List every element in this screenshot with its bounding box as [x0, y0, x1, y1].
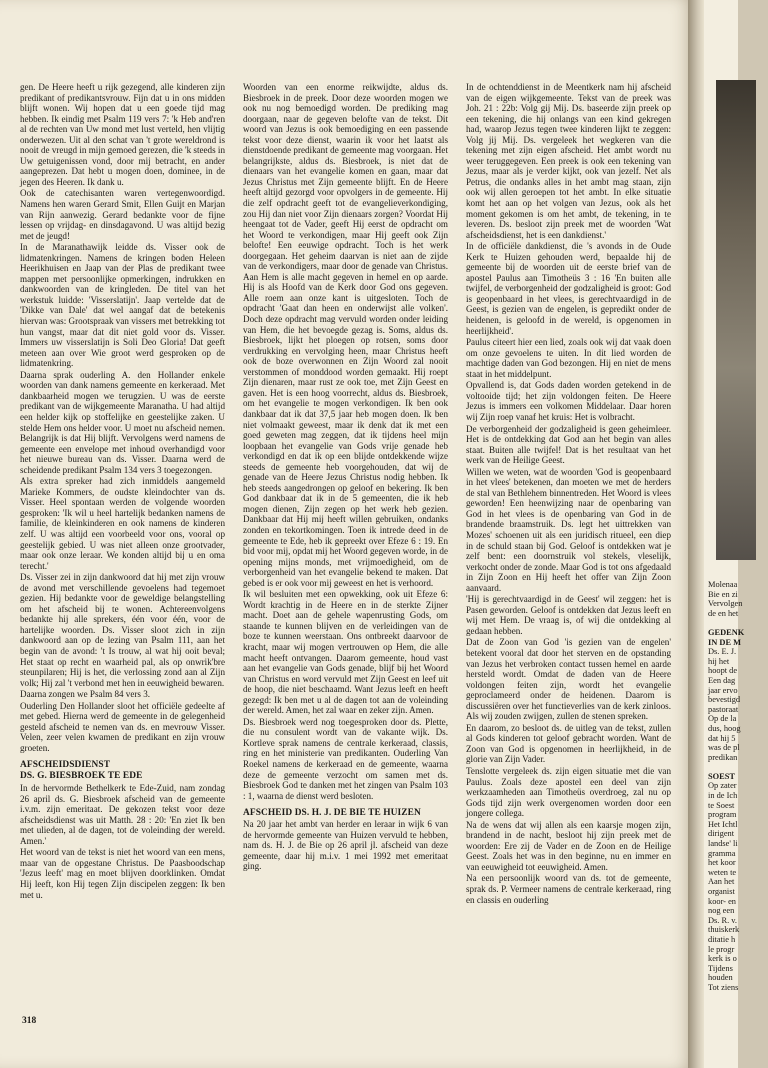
paragraph: In de ochtenddienst in de Meentkerk nam hij afscheid van de eigen wijkgemeente. Tekst van de preek was Joh. 21 : 22b: Volg gij Mij. Ds. baseerde zijn preek op een tekening, die hij onlangs van een kind gekregen had, waarop Jezus tegen twee kinderen lijkt te zeggen: Volg jij Mij. Ds. vergeleek het wegkeren van die tekening met zijn eigen afscheid. Het ambt wordt nu weer teruggegeven. Een preek is ook een tekening van Jezus, maar als je verder kijkt, ook van jezelf. Net als Petrus, die ondanks alles in het ambt mag staan, zijn ook wij allen geroepen tot het ambt. In elke situatie komt het aan op het volgen van Jezus, ook als het moment gekomen is om het ambt, de tekening, in te leveren. Ds. besloot zijn preek met de woorden 'Wat afscheidsdienst, het is een dankdienst.'	[466, 82, 671, 240]
facing-page-line: dus, hoog	[708, 723, 741, 733]
paragraph: 'Hij is gerechtvaardigd in de Geest' wil zeggen: het is Pasen geworden. Geloof is ontdekken dat Jezus leeft en wij met Hem. De vraag is, of wij die ontdekking al gedaan hebben.	[466, 594, 671, 636]
facing-page-line: program	[708, 810, 737, 820]
facing-page-line: de en het	[708, 608, 739, 618]
book-gutter	[688, 0, 704, 1068]
paragraph: Daarna sprak ouderling A. den Hollander enkele woorden van dank namens gemeente en kerkeraad. Met dankbaarheid mogen we terugzien. U was de eerste predikant van de wijkgemeente Maranatha. U had altijd een helder kijk op stoffelijke en geestelijke zaken. U stelde Hem ons helder voor. U moet nu afscheid nemen. Belangrijk is dat Hij blijft. Vervolgens werd namens de gemeente een envelope met inhoud overhandigd voor het nieuwe bureau van ds. Visser. Daarna werd de scheidende predikant Psalm 134 vers 3 toegezongen.	[20, 369, 225, 475]
facing-page-line: jaar ervo	[708, 685, 738, 695]
paragraph: In de Maranathawijk leidde ds. Visser ook de lidmatenkringen. Namens de kringen boden Heleen Heerikhuisen en Jaap van der Plas de predikant twee mappen met persoonlijke opmerkingen, indrukken en dankwoorden van de kringleden. De titel van het werkstuk luidde: 'Visserslatijn'. Jaap vertelde dat de 'Dikke van Dale' dat wel aangaf dat de betekenis hiervan was: Grootspraak van vissers met betrekking tot hun vangst, maar dat dit niet gold voor ds. Visser. Immers uw visserslatijn is Soli Deo Gloria! Dat geeft meteen aan over Wie groot werd gesproken op de lidmatenkring.	[20, 242, 225, 369]
facing-page-line: te Soest	[708, 800, 735, 810]
paragraph: Na 20 jaar het ambt van herder en leraar in wijk 6 van de hervormde gemeente van Huizen vervuld te hebben, nam ds. H. J. de Bie op 26 april jl. afscheid van deze gemeente, daar hij m.i.v. 1 mei 1992 met emeritaat ging.	[243, 818, 448, 872]
facing-page-line: kerk is o	[708, 954, 737, 964]
facing-page-line: Vervolgen	[708, 599, 743, 609]
facing-page-line: nog een	[708, 906, 735, 916]
facing-page-line: organist	[708, 887, 735, 896]
facing-page-line: Een dag	[708, 675, 736, 685]
paragraph: Woorden van een enorme reikwijdte, aldus ds. Biesbroek in de preek. Door deze woorden mogen we ook nu nog bemoedigd worden. De prediking mag doorgaan, naar de gegeven belofte van de tekst. Dit woord van Jezus is ook bemoediging en een passende tekst voor deze dienst, waarin ik voor het laatst als dienstdoende predikant de gemeente mag voorgaan. Het belangrijkste, aldus ds. Biesbroek, is niet dat de dienaars van het evangelie komen en gaan, maar dat Jezus Christus met Zijn gemeente blijft. En de Heere heeft altijd gezorgd voor opvolgers in de gemeente. Hij die zelf opdracht geeft tot de evangelieverkondiging, zou Hij dan niet voor Zijn dienaars zorgen? Voordat Hij heengaat tot de Vader, geeft Hij eerst de opdracht om het Woord te verkondigen, maar Hij geeft ook Zijn belofte! Een eeuwige opdracht. Toch is het werk doorgegaan. Het geheim daarvan is niet aan de zijde van de verkondigers, maar door de genade van Christus. Aan Hem is alle macht gegeven in hemel en op aarde. Hij is als Hoofd van de Kerk door God ons gegeven. Alle roem aan onze kant is uitgesloten. Toch de opdracht 'Gaat dan heen en onderwijst alle volken'. Doch deze opdracht mag vervuld worden onder leiding van Hem, die het bevoegde gezag is. Soms, aldus ds. Biesbroek, lijkt het ploegen op rotsen, soms door verdrukking en vervolging heen, maar Christus heeft ook de boze overwonnen en Zijn Woord zal nooit verstommen of monddood worden gemaakt. Hij roept Zijn dienaren, maar rust ze ook toe, met Zijn Geest en gaven. Het is een hoog voorrecht, aldus ds. Biesbroek, om het evangelie te mogen verkondigen. Ik ben ook dankbaar dat ik dat 37,5 jaar heb mogen doen. Ik ben niet volmaakt geweest, maar ik denk dat ik met een goed geweten mag zeggen, dat ik tijdens heel mijn loopbaan het evangelie van Gods vrije genade heb verkondigd en dat ik op een blijde ontdekkende wijze steeds de gemeente heb voorgehouden, dat wij de genade van de Heere Jezus Christus nodig hebben. Ik heb steeds aangedrongen op geloof en bekering. Ik ben God dankbaar dat ik in de 5 gemeenten, die ik heb mogen dienen, Zijn zegen op het werk heb gezien. Dankbaar dat Hij mij heeft willen gebruiken, ondanks zonden en tekortkomingen. Toen ik intrede deed in de gemeente te Ede, heb ik gepreekt over Efeze 6 : 19. En bid voor mij, opdat mij het Woord gegeven worde, in de opening mijns monds, met vrijmoedigheid, om de verborgenheid van het evangelie bekend te maken. Dat gebed is er ook voor mij geweest en het is verhoord.	[243, 82, 448, 588]
section-heading: AFSCHEIDSDIENST	[20, 760, 111, 771]
facing-page-line: dirigent	[708, 829, 735, 839]
section-heading: AFSCHEID DS. H. J. DE BIE TE HUIZEN	[243, 808, 421, 819]
facing-page-line: Aan het	[708, 877, 735, 887]
facing-page-line: Op de la	[708, 714, 737, 724]
facing-page-line: ditatie h	[708, 934, 736, 944]
paragraph: Ds. Visser zei in zijn dankwoord dat hij met zijn vrouw de avond met verschillende gevoelens had tegemoet gezien. Hij bedankte voor de geweldige belangstelling om het afscheid bij te wonen. Achtereenvolgens bedankte hij alle sprekers, één voor één, voor de hartelijke woorden. Ds. Visser sloot zich in zijn dankwoord aan op de lezing van Psalm 111, aan het begin van de avond: 't Is trouw, al wat hij ooit beval; Het staat op recht en waarheid pal, als op onwrik'bre steunpilaren; Hij is het, die verlossing zond aan al Zijn volk; Hij zal 't verbond met hen in eeuwigheid bewaren.	[20, 572, 225, 688]
facing-page-text	[708, 580, 768, 993]
facing-page-line: Tot ziens	[708, 982, 739, 992]
facing-page-line: predikan	[708, 752, 738, 762]
facing-page-line: Ds. E. J.	[708, 647, 737, 657]
paragraph: Willen we weten, wat de woorden 'God is geopenbaard in het vlees' betekenen, dan moeten we met de herders de stal van Bethlehem binnentreden. Het Woord is vlees geworden! Een heenwijzing naar de openbaring van God in het vlees is de openbaring van God in de brandende braamstruik. Ds. legt het uittrekken van Mozes' schoenen uit als een juridisch ritueel, een diep in de schuld staan bij God. Geloof is ontdekken wat je zelf bent: een doornstruik vol stekels, vleselijk, verkocht onder de zonde. Maar God is tot ons afgedaald in Zijn Zoon en Hij heeft het offer van Zijn Zoon aanvaard.	[466, 466, 671, 593]
facing-page-line: pastoraat	[708, 704, 739, 714]
text-column-3	[466, 82, 671, 982]
facing-page-photo	[716, 80, 756, 560]
facing-page-line: Op zater	[708, 781, 737, 791]
facing-page-line: dat hij 5	[708, 733, 736, 743]
facing-page-line: Het Ichtl	[708, 819, 738, 829]
facing-page-line: gramma	[708, 848, 736, 858]
paragraph: In de officiële dankdienst, die 's avonds in de Oude Kerk te Huizen gehouden werd, bepaalde hij de gemeente bij de woorden uit de eerste brief van de apostel Paulus aan Timotheüs 3 : 16 'En buiten alle twijfel, de verborgenheid der godzaligheid is groot: God is geopenbaard in het vlees, is gerechtvaardigd in de Geest, is gezien van de engelen, is gepredikt onder de heidenen, is geloofd in de wereld, is opgenomen in heerlijkheid'.	[466, 241, 671, 336]
spacer	[708, 762, 768, 772]
paragraph: Tenslotte vergeleek ds. zijn eigen situatie met die van Paulus. Zoals deze apostel een deel van zijn werkzaamheden aan Timotheüs overdroeg, zal nu op Gods tijd zijn werk overgenomen worden door een jongere collega.	[466, 766, 671, 819]
facing-page-line: in de Ich	[708, 791, 738, 801]
facing-page-line: weten te	[708, 867, 737, 877]
paragraph: Dat de Zoon van God 'is gezien van de engelen' betekent vooral dat door het sterven en de opstanding van Jezus het verbroken contact tussen hemel en aarde hersteld wordt. Omdat de daden van de Heere voldongen feiten zijn, wordt het evangelie geproclameerd onder de heidenen. Daarom is discussiëren over het functieverlies van de kerk zinloos. Als wij zouden zwijgen, zullen de stenen spreken.	[466, 637, 671, 722]
facing-page-line: le progr	[708, 944, 735, 954]
paragraph: gen. De Heere heeft u rijk gezegend, alle kinderen zijn predikant of predikantsvrouw. Fijn dat u in ons midden blijft wonen. Wij hopen dat u een goede tijd mag hebben. Ik eindig met Psalm 119 vers 7: 'k Heb and'ren al de rechten van Uw mond met lust verteld, hen vlijtig onderwezen. Uit al den schat van 't grote wereldrond is nooit de vreugd in mijn gemoed gerezen, die 'k steeds in Uw getuigenissen vond, door mij betracht, en ander aangeprezen. Dat hebt u mogen doen, dominee, in de jegen des Heeren. Ik dank u.	[20, 82, 225, 187]
facing-page-line: was de pl	[708, 743, 740, 753]
paragraph: In de hervormde Bethelkerk te Ede-Zuid, nam zondag 26 april ds. G. Biesbroek afscheid van de gemeente i.v.m. zijn emeritaat. De gekozen tekst voor deze afscheidsdienst was uit Matth. 28 : 20: 'En ziet Ik ben met ulieden, al de dagen, tot de voleinding der wereld. Amen.'	[20, 783, 225, 846]
facing-page-line: Ds. R. v.	[708, 915, 738, 925]
paragraph: Ouderling Den Hollander sloot het officiële gedeelte af met gebed. Hierna werd de gemeente in de gelegenheid gesteld afscheid te nemen van ds. en mevrouw Visser. Velen, zeer velen kwamen de predikant en zijn vrouw groeten.	[20, 700, 225, 753]
facing-page-heading: SOEST	[708, 771, 736, 781]
facing-page-line: thuiskerk	[708, 925, 740, 935]
paragraph: Ook de catechisanten waren vertegenwoordigd. Namens hen waren Gerard Smit, Ellen Guijt en Marjan van Rijn aanwezig. Gerard bedankte voor de fijne lessen op vrijdag- en dinsdagavond. U was altijd bezig met de jeugd!	[20, 188, 225, 241]
facing-page-line: houden	[708, 973, 733, 983]
paragraph: Ds. Biesbroek werd nog toegesproken door ds. Plette, die nu consulent wordt van de vakante wijk. Ds. Kortleve sprak namens de centrale kerkeraad, classis, ring en het ministerie van predikanten. Ouderling Van Roekel namens de kerkeraad en de gemeente, waarna deze de gemeente verzocht om samen met ds. Biesbroek God te danken met het zingen van Psalm 103 : 1, waarna de dienst werd besloten.	[243, 716, 448, 801]
facing-page-line: GEDENK	[708, 627, 745, 637]
paragraph: Opvallend is, dat Gods daden worden getekend in de voltooide tijd; het zijn voldongen feiten. De Heere Jezus is immers een volkomen Middelaar. Daar horen wij Zijn roep vanaf het kruis: Het is volbracht.	[466, 380, 671, 422]
page-number: 318	[22, 1016, 37, 1026]
facing-page	[704, 0, 745, 1068]
paragraph: Daarna zongen we Psalm 84 vers 3.	[20, 689, 151, 700]
paragraph: Na de wens dat wij allen als een kaarsje mogen zijn, brandend in de nacht, besloot hij zijn preek met de woorden: Ere zij de Vader en de Zoon en de Heilige Geest. Zoals het was in den beginne, nu en immer en van eeuwigheid tot eeuwigheid. Amen.	[466, 819, 671, 872]
paragraph: Paulus citeert hier een lied, zoals ook wij dat vaak doen om onze gevoelens te uiten. In dit lied worden de machtige daden van God bezongen. Hij en niet de mens staat in het middelpunt.	[466, 337, 671, 379]
paragraph: Het woord van de tekst is niet het woord van een mens, maar van de opgestane Christus. De Paasboodschap 'Jezus leeft' mag en moet blijven doorklinken. Omdat Hij leeft, kon Hij tegen Zijn discipelen zeggen: Ik ben met u.	[20, 847, 225, 900]
facing-page-line: Bie en zi	[708, 589, 738, 599]
text-column-2	[243, 82, 448, 982]
facing-page-line: het koor	[708, 858, 736, 868]
facing-page-line: hoopt de	[708, 666, 738, 676]
paragraph: En daarom, zo besloot ds. de uitleg van de tekst, zullen al Gods kinderen tot geloof gebracht worden. Want de Zoon van God is opgenomen in heerlijkheid, in de glorie van Zijn Vader.	[466, 722, 671, 765]
paragraph: Ik wil besluiten met een opwekking, ook uit Efeze 6: Wordt krachtig in de Heere en in de sterkte Zijner macht. Doet aan de gehele wapenrusting Gods, om staande te kunnen blijven en de verleidingen van de boze te kunnen weerstaan. Ons ontbreekt daarvoor de kracht, maar wij mogen vertrouwen op Hem, die alle macht heeft ontvangen. Daarom gemeente, houd vast aan het evangelie van Gods genade, blijf bij het Woord van Christus en word vervuld met Zijn Geest en leef uit de hoop, die niet beschaamd. Want Jezus leeft en heeft gezegd: Ik ben met u al de dagen tot aan de voleinding der wereld. Amen, het zal waar en zeker zijn. Amen.	[243, 589, 448, 716]
spacer	[708, 618, 768, 628]
paragraph: Na een persoonlijk woord van ds. tot de gemeente, sprak ds. P. Vermeer namens de centrale kerkeraad, ring en classis en ouderling	[466, 873, 671, 905]
facing-page-line: koor- en	[708, 896, 736, 906]
facing-page-line: bevestigd	[708, 695, 741, 705]
facing-page-line: Molenaa	[708, 580, 738, 589]
facing-page-line: Tijdens	[708, 963, 733, 973]
paragraph: De verborgenheid der godzaligheid is geen geheimleer. Het is de ontdekking dat God aan het begin van alles staat. Buiten alle twijfel! Dat is het resultaat van het werk van de Heilige Geest.	[466, 423, 671, 466]
facing-page-line: IN DE M	[708, 637, 742, 647]
section-heading: DS. G. BIESBROEK TE EDE	[20, 771, 143, 782]
facing-page-line: hij het	[708, 656, 730, 666]
facing-page-line: landse' li	[708, 839, 738, 849]
paragraph: Als extra spreker had zich inmiddels aangemeld Marieke Kommers, de oudste kleindochter van ds. Visser. Heel spontaan werden de volgende woorden gesproken: 'Ik wil u heel hartelijk bedanken namens de familie, de kleinkinderen en ook namens de kinderen zelf. U was altijd een voorbeeld voor ons, vooral op geestelijk gebied. U was niet alleen onze grootvader, maar ook onze leraar. We konden altijd bij u en oma terecht.'	[20, 476, 225, 571]
text-column-1	[20, 82, 225, 982]
